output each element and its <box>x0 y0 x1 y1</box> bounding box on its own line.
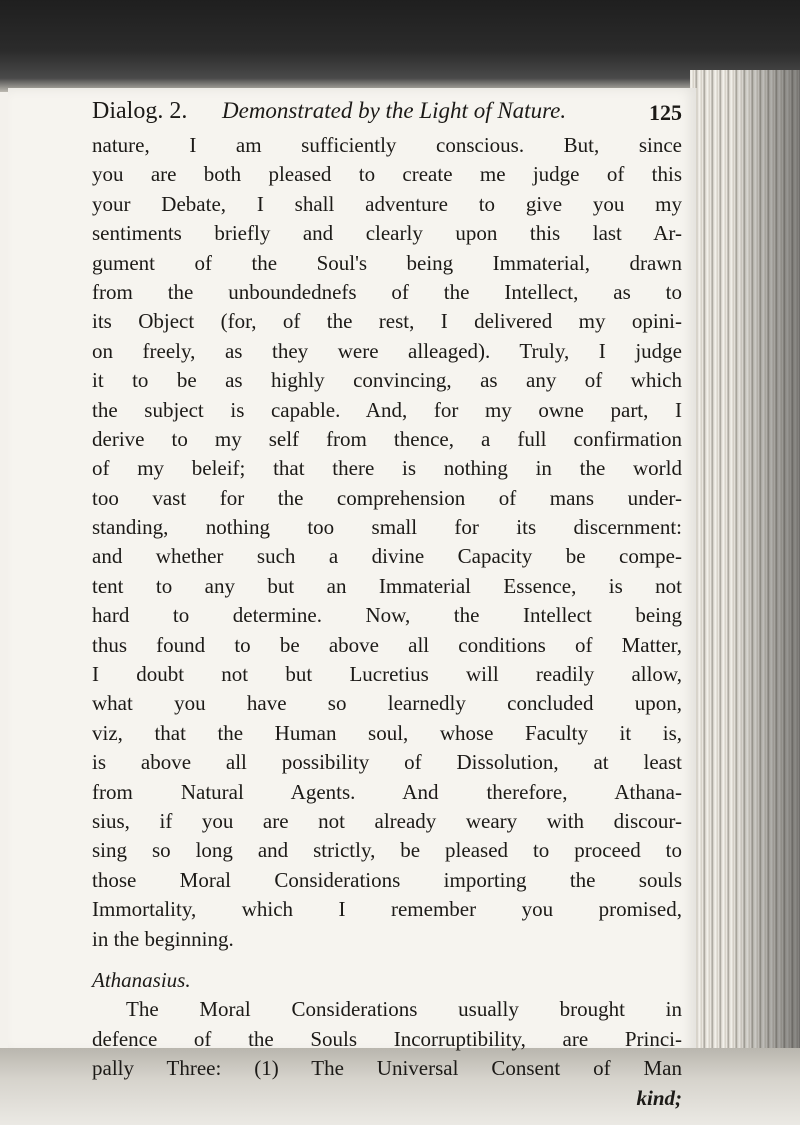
paragraph-gap <box>92 954 682 966</box>
text-line: defence of the Souls Incorruptibility, are Princi- <box>92 1026 682 1051</box>
text-line: hard to determine. Now, the Intellect being <box>92 603 682 628</box>
text-line: standing, nothing too small for its discernment: <box>92 515 682 540</box>
speaker-name: Athanasius. <box>92 967 191 992</box>
page-number: 125 <box>649 100 682 125</box>
catchword: kind; <box>636 1085 682 1110</box>
text-line: sentiments briefly and clearly upon this last Ar- <box>92 221 682 246</box>
text-line: and whether such a divine Capacity be compe- <box>92 544 682 569</box>
text-line: it to be as highly convincing, as any of which <box>92 368 682 393</box>
text-line: your Debate, I shall adventure to give you my <box>92 191 682 216</box>
text-line: viz, that the Human soul, whose Faculty it is, <box>92 720 682 745</box>
text-line: pally Three: (1) The Universal Consent of Man <box>92 1056 682 1081</box>
page-header <box>92 96 682 130</box>
dialog-number: Dialog. 2. <box>92 98 188 124</box>
text-line: you are both pleased to create me judge of this <box>92 162 682 187</box>
scanner-top-shadow <box>0 0 800 92</box>
text-line: nature, I am sufficiently conscious. But, since <box>92 133 682 157</box>
text-line: from the unboundednefs of the Intellect, as to <box>92 279 682 304</box>
body-text <box>92 131 682 1113</box>
text-line: Immortality, which I remember you promised, <box>92 897 682 922</box>
text-line: what you have so learnedly concluded upon, <box>92 691 682 716</box>
text-line: gument of the Soul's being Immaterial, drawn <box>92 250 682 275</box>
text-line: sing so long and strictly, be pleased to proceed to <box>92 838 682 863</box>
text-line: derive to my self from thence, a full confirmation <box>92 426 682 451</box>
text-line: in the beginning. <box>92 926 234 951</box>
text-line: sius, if you are not already weary with discour- <box>92 808 682 833</box>
text-line: tent to any but an Immaterial Essence, is not <box>92 573 682 598</box>
text-line: of my beleif; that there is nothing in the world <box>92 456 682 481</box>
text-line: The Moral Considerations usually brought in <box>126 997 682 1022</box>
running-title: Demonstrated by the Light of Nature. <box>222 98 567 123</box>
book-fore-edge <box>690 70 800 1070</box>
text-line: from Natural Agents. And therefore, Athana- <box>92 779 682 804</box>
text-line: I doubt not but Lucretius will readily allow, <box>92 662 682 687</box>
text-line: thus found to be above all conditions of Matter, <box>92 632 682 657</box>
text-line: on freely, as they were alleaged). Truly, I judge <box>92 338 682 363</box>
text-line: those Moral Considerations importing the souls <box>92 867 682 892</box>
text-line: too vast for the comprehension of mans under- <box>92 485 682 510</box>
text-line: its Object (for, of the rest, I delivered my opini- <box>92 309 682 334</box>
text-line: the subject is capable. And, for my owne part, I <box>92 397 682 422</box>
text-line: is above all possibility of Dissolution, at least <box>92 750 682 775</box>
